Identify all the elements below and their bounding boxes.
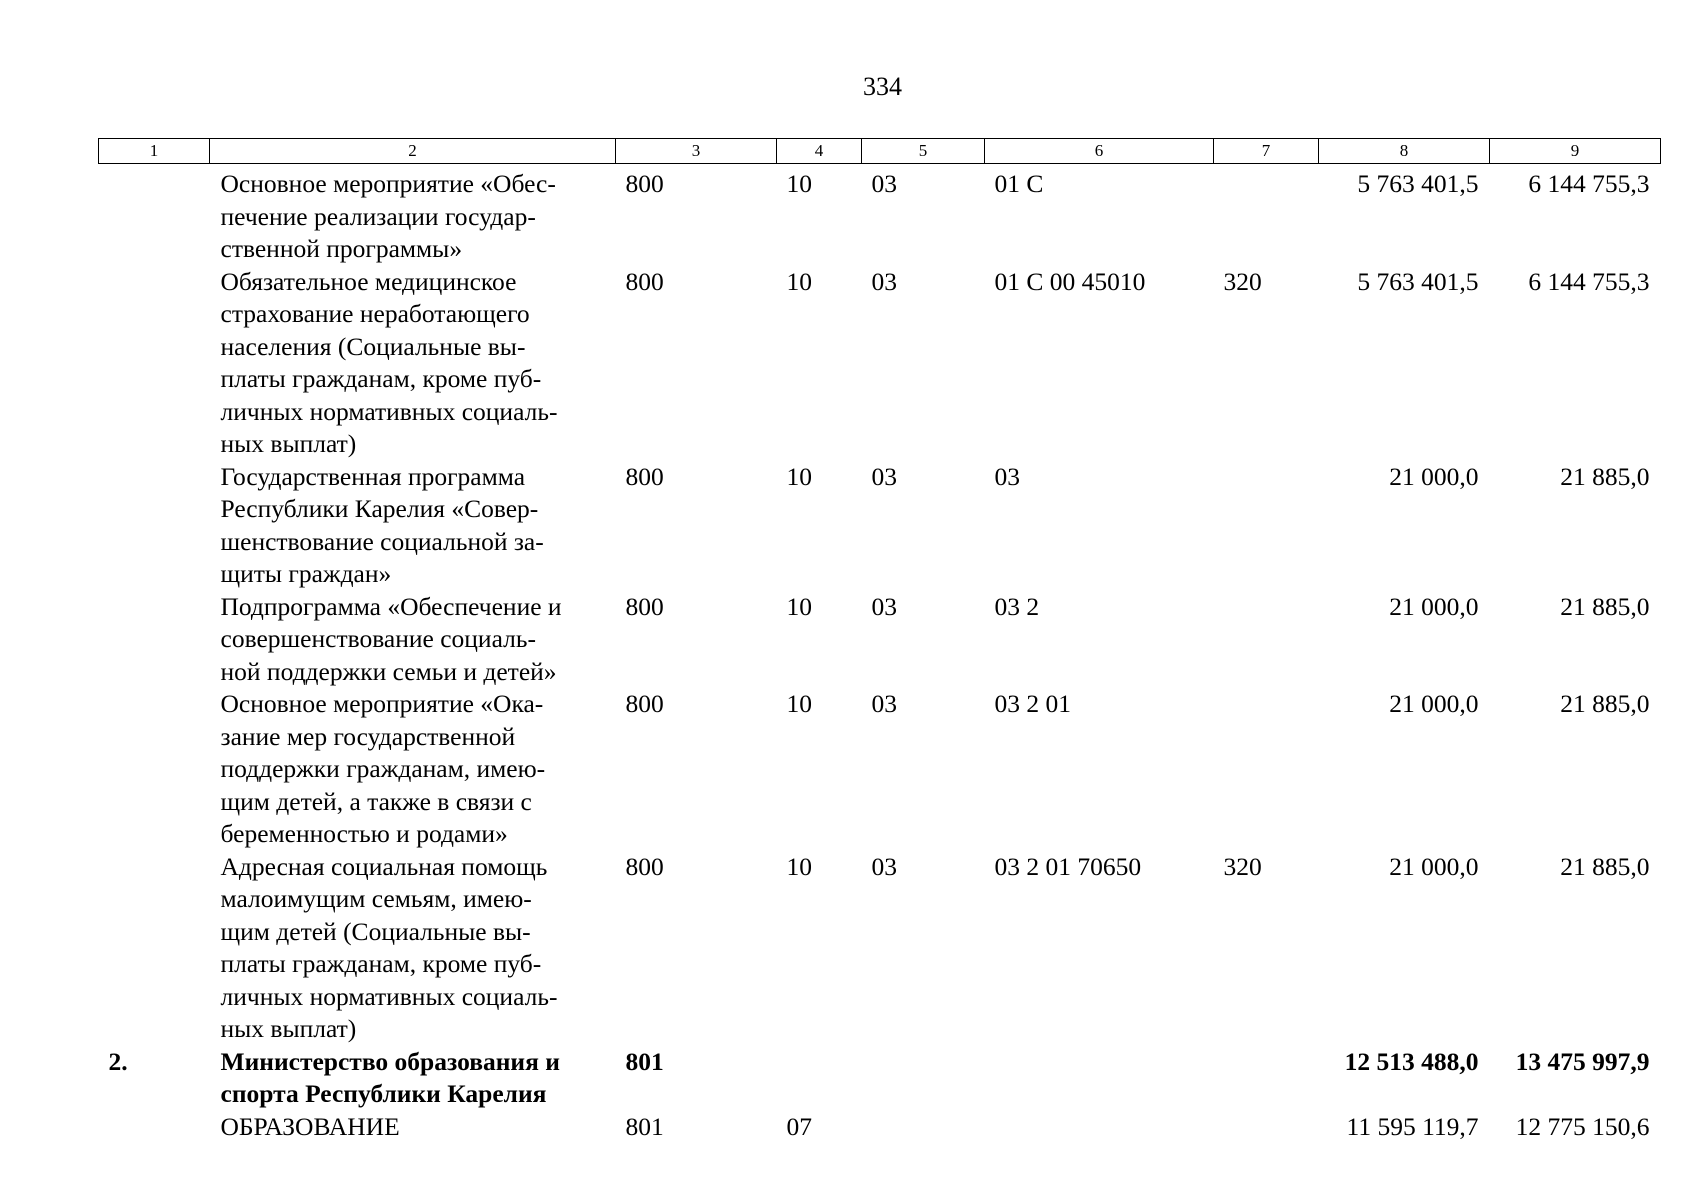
row-name-line: щиты граждан» (220, 559, 392, 588)
header-col-9: 9 (1490, 139, 1661, 164)
row-col-7 (1214, 1046, 1319, 1111)
row-name (210, 164, 616, 266)
row-col-5: 03 (871, 851, 897, 881)
header-col-4: 4 (777, 139, 862, 164)
row-col-5 (862, 1111, 985, 1144)
row-name-line: щим детей, а также в связи с (220, 786, 532, 816)
row-name-line: ной поддержки семьи и детей» (220, 656, 557, 686)
row-col-3: 800 (625, 591, 664, 621)
header-col-3: 3 (616, 139, 777, 164)
row-name-line: малоимущим семьям, имею- (220, 884, 532, 913)
table-row (99, 591, 1661, 689)
row-index (99, 851, 210, 1046)
row-col-5: 03 (871, 591, 897, 621)
row-name-line: ных выплат) (220, 1014, 357, 1043)
header-col-7: 7 (1214, 139, 1319, 164)
row-name (210, 1111, 616, 1144)
row-index (99, 1111, 210, 1144)
row-col-6: 03 2 01 (994, 689, 1071, 718)
row-col-6: 03 2 (994, 591, 1040, 621)
row-col-9: 21 885,0 (1560, 461, 1650, 491)
row-col-6: 01 С (994, 169, 1044, 198)
row-col-9: 21 885,0 (1560, 851, 1650, 881)
row-col-7: 320 (1223, 851, 1262, 881)
row-col-5: 03 (871, 689, 897, 718)
row-col-3: 800 (625, 461, 664, 491)
row-col-4: 10 (786, 461, 812, 491)
row-col-4: 10 (786, 266, 812, 296)
header-col-1: 1 (99, 139, 210, 164)
row-col-7: 320 (1223, 266, 1262, 296)
row-name (210, 851, 616, 1046)
row-col-3: 800 (625, 266, 664, 296)
row-col-9: 6 144 755,3 (1528, 169, 1650, 198)
row-col-8: 21 000,0 (1389, 461, 1479, 491)
row-col-3: 800 (625, 689, 664, 718)
row-name-line: личных нормативных социаль- (220, 981, 558, 1011)
row-col-8: 12 513 488,0 (1344, 1046, 1479, 1076)
row-name-line: Основное мероприятие «Обес- (220, 169, 556, 198)
row-col-7 (1214, 461, 1319, 591)
row-name-line: Основное мероприятие «Ока- (220, 689, 544, 718)
budget-table (98, 138, 1661, 1143)
row-col-7 (1214, 688, 1319, 851)
row-col-7 (1214, 1111, 1319, 1144)
row-name-line: Подпрограмма «Обеспечение и (220, 591, 562, 621)
row-col-8: 11 595 119,7 (1346, 1111, 1479, 1141)
table-row (99, 461, 1661, 591)
row-col-8: 21 000,0 (1389, 851, 1479, 881)
row-col-4: 10 (786, 169, 812, 198)
row-name-line: Обязательное медицинское (220, 266, 517, 296)
row-col-6: 03 2 01 70650 (994, 851, 1142, 881)
table-header (99, 139, 1661, 164)
table-row (99, 1046, 1661, 1111)
row-col-3: 800 (625, 851, 664, 881)
row-name-line: платы гражданам, кроме пуб- (220, 949, 542, 978)
row-col-9: 13 475 997,9 (1515, 1046, 1650, 1076)
table-row (99, 688, 1661, 851)
row-name-line: Министерство образования и (220, 1046, 560, 1076)
row-index: 2. (108, 1046, 128, 1076)
page-number: 334 (863, 72, 902, 101)
row-col-4: 10 (786, 591, 812, 621)
row-name-line: ственной программы» (220, 234, 463, 263)
row-col-4 (777, 1046, 862, 1111)
row-col-3: 801 (625, 1046, 664, 1076)
row-name-line: Государственная программа (220, 461, 526, 491)
row-col-4: 07 (786, 1111, 812, 1141)
row-name-line: шенствование социальной за- (220, 526, 544, 556)
row-col-9: 12 775 150,6 (1515, 1111, 1650, 1141)
row-name-line: Адресная социальная помощь (220, 851, 548, 881)
row-col-8: 21 000,0 (1389, 591, 1479, 621)
row-col-7 (1214, 164, 1319, 266)
table-row (99, 164, 1661, 266)
row-col-6: 01 С 00 45010 (994, 266, 1146, 296)
row-col-5: 03 (871, 169, 897, 198)
row-col-5: 03 (871, 266, 897, 296)
row-index (99, 591, 210, 689)
row-name-line: страхование неработающего (220, 299, 530, 328)
row-index (99, 688, 210, 851)
row-name-line: ных выплат) (220, 429, 357, 458)
row-col-4: 10 (786, 851, 812, 881)
row-col-8: 5 763 401,5 (1357, 266, 1479, 296)
row-col-5: 03 (871, 461, 897, 491)
row-name-line: совершенствование социаль- (220, 624, 536, 653)
row-index (99, 266, 210, 461)
row-name (210, 688, 616, 851)
row-name (210, 1046, 616, 1111)
header-col-6: 6 (985, 139, 1214, 164)
row-index (99, 461, 210, 591)
row-index (99, 164, 210, 266)
table-row (99, 266, 1661, 461)
row-name-line: населения (Социальные вы- (220, 331, 526, 361)
row-col-9: 21 885,0 (1560, 689, 1650, 718)
row-name-line: ОБРАЗОВАНИЕ (220, 1111, 400, 1141)
table-row (99, 851, 1661, 1046)
row-col-4: 10 (786, 689, 812, 718)
table-body (99, 164, 1661, 1144)
row-name (210, 266, 616, 461)
row-col-9: 6 144 755,3 (1528, 266, 1650, 296)
header-col-2: 2 (210, 139, 616, 164)
row-name (210, 591, 616, 689)
row-col-8: 21 000,0 (1389, 689, 1479, 718)
row-col-7 (1214, 591, 1319, 689)
row-col-8: 5 763 401,5 (1357, 169, 1479, 198)
row-col-6 (985, 1111, 1214, 1144)
row-name-line: Республики Карелия «Совер- (220, 494, 539, 523)
row-col-3: 800 (625, 169, 664, 198)
row-name-line: щим детей (Социальные вы- (220, 916, 531, 946)
header-col-5: 5 (862, 139, 985, 164)
row-name-line: печение реализации государ- (220, 201, 536, 231)
row-name-line: личных нормативных социаль- (220, 396, 558, 426)
table-row (99, 1111, 1661, 1144)
row-col-3: 801 (625, 1111, 664, 1141)
header-col-8: 8 (1319, 139, 1490, 164)
row-name-line: зание мер государственной (220, 721, 516, 751)
header-row (99, 139, 1661, 164)
row-name-line: поддержки гражданам, имею- (220, 754, 546, 783)
row-col-5 (862, 1046, 985, 1111)
row-col-9: 21 885,0 (1560, 591, 1650, 621)
row-name (210, 461, 616, 591)
row-col-6: 03 (994, 461, 1020, 491)
row-col-6 (985, 1046, 1214, 1111)
row-name-line: спорта Республики Карелия (220, 1079, 547, 1108)
row-name-line: беременностью и родами» (220, 819, 508, 848)
row-name-line: платы гражданам, кроме пуб- (220, 364, 542, 393)
